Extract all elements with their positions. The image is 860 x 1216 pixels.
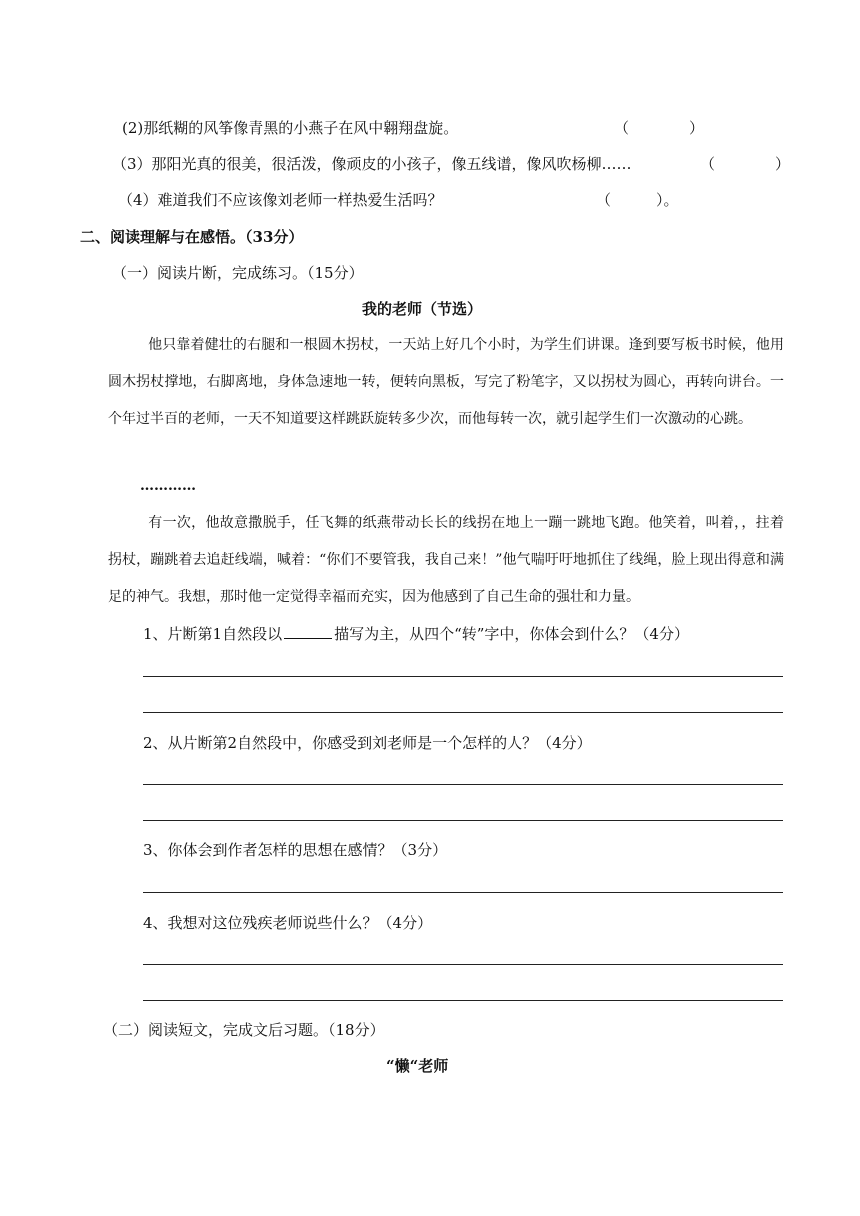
section-heading: 二、阅读理解与在感悟。（33分） [80,228,304,246]
ellipsis: ………… [140,478,196,494]
question-4: 4、我想对这位残疾老师说些什么？（4分） [143,914,433,932]
reading2-title: “懒“老师 [386,1057,449,1075]
item-3-text: （3）那阳光真的很美，很活泼，像顽皮的小孩子，像五线谱，像风吹杨柳…… [112,155,632,173]
answer-line[interactable] [143,676,783,677]
answer-line[interactable] [143,784,783,785]
reading1-paragraph-2 [108,505,784,616]
item-4-answer-blank[interactable]: （ ）。 [596,191,679,209]
answer-line[interactable] [143,820,783,821]
question-3: 3、你体会到作者怎样的思想在感情？（3分） [143,841,448,859]
reading1-instruction: （一）阅读片断，完成练习。（15分） [112,264,364,282]
question-1 [143,623,689,644]
paragraph-2-text: 有一次，他故意撒脱手，任飞舞的纸燕带动长长的线拐在地上一蹦一跳地飞跑。他笑着，叫着，，拄着拐杖，蹦跳着去追赶线端，喊着：“你们不要管我，我自己来！”他气喘吁吁地抓住了线绳，脸上现出得意和满足的神气。我想，那时他一定觉得幸福而充实，因为他感到了自己生命的强壮和力量。 [108,515,784,605]
answer-line[interactable] [143,712,783,713]
question-1-fill-blank[interactable] [284,624,332,639]
answer-line[interactable] [143,1000,783,1001]
reading1-paragraph-1 [108,327,784,438]
answer-line[interactable] [143,892,783,893]
question-2: 2、从片断第2自然段中，你感受到刘老师是一个怎样的人？（4分） [143,734,592,752]
item-2-text: (2)那纸糊的风筝像青黑的小燕子在风中翱翔盘旋。 [122,119,459,137]
reading2-instruction: （二）阅读短文，完成文后习题。（18分） [103,1021,385,1039]
answer-line[interactable] [143,964,783,965]
item-2-answer-blank[interactable]: （ ） [614,119,705,137]
item-4-text: （4）难道我们不应该像刘老师一样热爱生活吗？ [118,191,443,209]
reading1-title: 我的老师（节选） [362,300,483,318]
item-3-answer-blank[interactable]: （ ） [700,155,791,173]
question-1-text-after: 描写为主，从四个“转”字中，你体会到什么？（4分） [334,625,689,643]
paragraph-1-text: 他只靠着健壮的右腿和一根圆木拐杖，一天站上好几个小时，为学生们讲课。逢到要写板书时候，他用圆木拐杖撑地，右脚离地，身体急速地一转，便转向黑板，写完了粉笔字，又以拐杖为圆心，再转向讲台。一个年过半百的老师，一天不知道要这样跳跃旋转多少次，而他每转一次，就引起学生们一次激动的心跳。 [108,337,784,427]
question-1-text-before: 1、片断第1自然段以 [143,625,283,643]
